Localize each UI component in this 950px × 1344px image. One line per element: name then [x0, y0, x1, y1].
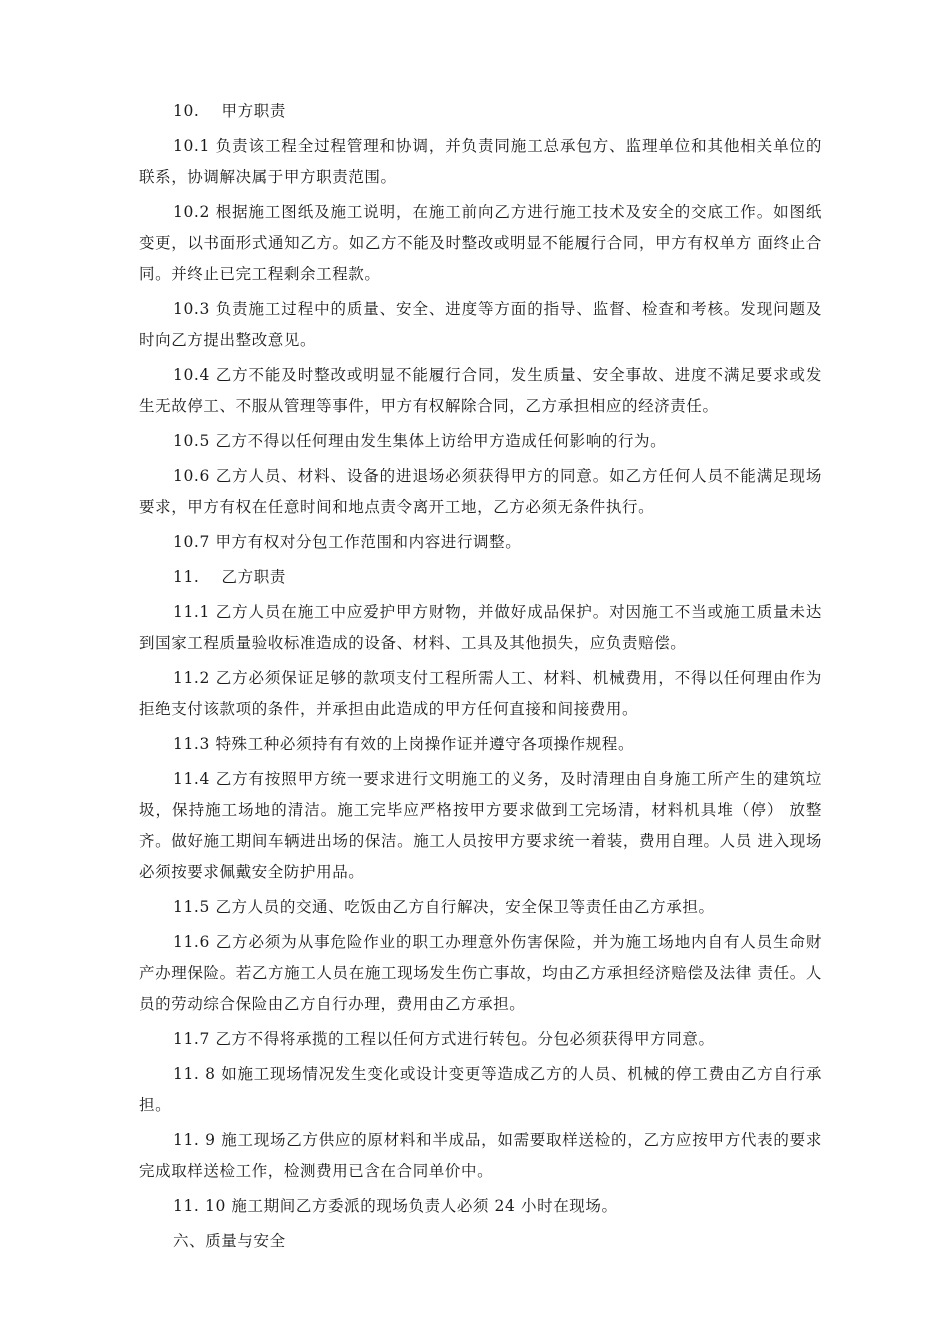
clause-11-1: 11.1 乙方人员在施工中应爱护甲方财物，并做好成品保护。对因施工不当或施工质量未达到国家工程质量验收标准造成的设备、材料、工具及其他损失，应负责赔偿。 [139, 603, 822, 652]
clause-11-10: 11. 10 施工期间乙方委派的现场负责人必须 24 小时在现场。 [173, 1197, 618, 1215]
clause-10-6: 10.6 乙方人员、材料、设备的进退场必须获得甲方的同意。如乙方任何人员不能满足现场要求，甲方有权在任意时间和地点责令离开工地，乙方必须无条件执行。 [139, 467, 822, 516]
section-heading-quality-safety: 六、质量与安全 [173, 1232, 286, 1250]
clause-11-5: 11.5 乙方人员的交通、吃饭由乙方自行解决，安全保卫等责任由乙方承担。 [173, 898, 715, 916]
clause-10-3: 10.3 负责施工过程中的质量、安全、进度等方面的指导、监督、检查和考核。发现问题及时向乙方提出整改意见。 [139, 300, 822, 349]
clause-11-9: 11. 9 施工现场乙方供应的原材料和半成品，如需要取样送检的，乙方应按甲方代表的要求完成取样送检工作，检测费用已含在合同单价中。 [139, 1131, 822, 1180]
section-heading-11: 11. 乙方职责 [173, 568, 286, 586]
clause-11-6: 11.6 乙方必须为从事危险作业的职工办理意外伤害保险，并为施工场地内自有人员生命财产办理保险。若乙方施工人员在施工现场发生伤亡事故，均由乙方承担经济赔偿及法律 责任。人员的劳动综合保险由乙方自行办理，费用由乙方承担。 [139, 933, 822, 1013]
clause-10-4: 10.4 乙方不能及时整改或明显不能履行合同，发生质量、安全事故、进度不满足要求或发生无故停工、不服从管理等事件，甲方有权解除合同，乙方承担相应的经济责任。 [139, 366, 822, 415]
clause-10-5: 10.5 乙方不得以任何理由发生集体上访给甲方造成任何影响的行为。 [173, 432, 667, 450]
clause-10-2: 10.2 根据施工图纸及施工说明，在施工前向乙方进行施工技术及安全的交底工作。如图纸变更，以书面形式通知乙方。如乙方不能及时整改或明显不能履行合同，甲方有权单方 面终止合同。并终止已完工程剩余工程款。 [139, 203, 822, 283]
clause-10-7: 10.7 甲方有权对分包工作范围和内容进行调整。 [173, 533, 522, 551]
clause-11-8: 11. 8 如施工现场情况发生变化或设计变更等造成乙方的人员、机械的停工费由乙方自行承担。 [139, 1065, 822, 1114]
clause-10-1: 10.1 负责该工程全过程管理和协调，并负责同施工总承包方、监理单位和其他相关单位的联系，协调解决属于甲方职责范围。 [139, 137, 822, 186]
clause-11-4: 11.4 乙方有按照甲方统一要求进行文明施工的义务，及时清理由自身施工所产生的建筑垃圾，保持施工场地的清洁。施工完毕应严格按甲方要求做到工完场清，材料机具堆（停） 放整齐。做好施工期间车辆进出场的保洁。施工人员按甲方要求统一着装，费用自理。人员 进入现场必须按要求佩戴安全防护用品。 [139, 770, 822, 881]
clause-11-3: 11.3 特殊工种必须持有有效的上岗操作证并遵守各项操作规程。 [173, 735, 635, 753]
section-heading-10: 10. 甲方职责 [173, 102, 286, 120]
clause-11-2: 11.2 乙方必须保证足够的款项支付工程所需人工、材料、机械费用，不得以任何理由作为拒绝支付该款项的条件，并承担由此造成的甲方任何直接和间接费用。 [139, 669, 822, 718]
document-body [139, 96, 822, 1261]
clause-11-7: 11.7 乙方不得将承揽的工程以任何方式进行转包。分包必须获得甲方同意。 [173, 1030, 715, 1048]
